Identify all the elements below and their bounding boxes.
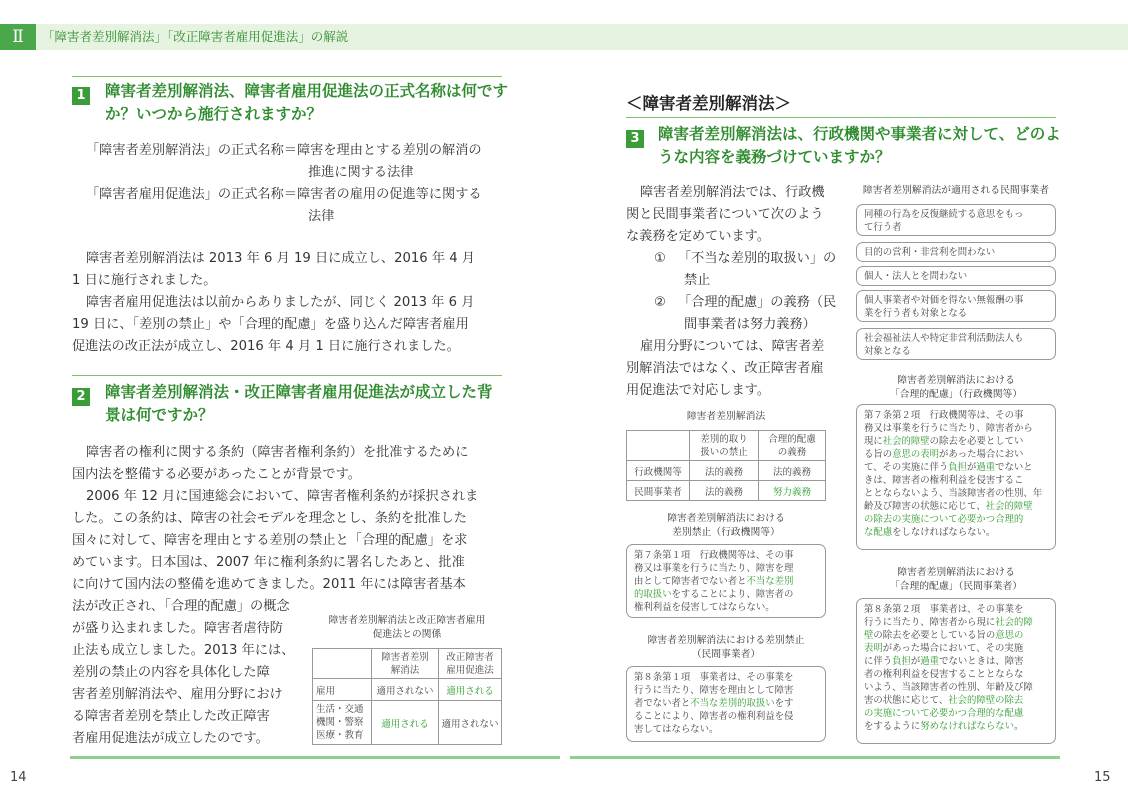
entities-title: 障害者差別解消法が適用される民間事業者 bbox=[862, 185, 1050, 196]
q1-rule bbox=[72, 76, 502, 77]
left-footer-rule bbox=[70, 756, 560, 759]
q2-table-caption: 障害者差別解消法と改正障害者雇用 促進法との関係 bbox=[328, 615, 486, 640]
q1-title-line2: か？いつから施行されますか？ bbox=[105, 105, 323, 123]
cap-a: 障害者差別解消法における 差別禁止（行政機関等） bbox=[667, 513, 785, 538]
q2-relation-table: 障害者差別 解消法 改正障害者 雇用促進法 雇用 適用されない 適用される 生活・交通 機関・警察 医療・教育 適用される 適用されない bbox=[312, 648, 502, 745]
entity-box-2: 目的の営利・非営利を問わない bbox=[856, 242, 1056, 262]
article-7-1-box: 第７条第１項 行政機関等は、その事 務又は事業を行うに当たり、障害を理 由として障害者でない者と不当な差別 的取扱いをすることにより、障害者の 権利利益を侵害してはならない。 bbox=[626, 544, 826, 618]
cap-b: 障害者差別解消法における差別禁止 （民間事業者） bbox=[647, 635, 805, 660]
entity-box-5: 社会福祉法人や特定非営利活動法人も 対象となる bbox=[856, 328, 1056, 360]
article-8-1-box: 第８条第１項 事業者は、その事業を 行うに当たり、障害を理由として障害 者でない者と不当な差別的取扱いをす ることにより、障害者の権利利益を侵 害してはならない。 bbox=[626, 666, 826, 742]
q1-paragraph: 障害者差別解消法は 2013 年 6 月 19 日に成立し、2016 年 4 月 1 日に施行されました。 障害者雇用促進法は以前からありましたが、同じく 2013 年 6 月 19 日に、「差別の禁止」や「合理的配慮」を盛り込んだ障害者雇用 促進法の改正法が成立し、2016 年 4 月 1 日に施行されました。 bbox=[72, 251, 475, 354]
t2-caption: 障害者差別解消法 bbox=[686, 411, 766, 422]
q1-number: 1 bbox=[72, 87, 90, 105]
entity-box-1: 同種の行為を反復継続する意思をもっ て行う者 bbox=[856, 204, 1056, 236]
q2-number: 2 bbox=[72, 388, 90, 406]
right-footer-rule bbox=[570, 756, 1060, 759]
q2-rule bbox=[72, 375, 502, 376]
q3-paragraph: 障害者差別解消法では、行政機 関と民間事業者について次のよう な義務を定めています。 ① 「不当な差別的取扱い」の 禁止 ② 「合理的配慮」の義務（民 間事業者は努力義務） 雇用分野については、障害者差 別解消法ではなく、改正障害者雇 用促進法で対応します。 bbox=[626, 185, 837, 398]
q2-paragraph: 障害者の権利に関する条約（障害者権利条約）を批准するために 国内法を整備する必要があったことが背景です。 2006 年 12 月に国連総会において、障害者権利条約が採択されま した。この条約は、障害の社会モデルを理念とし、条約を批准した 国々に対して、障害を理由とする差別の禁止と「合理的配慮」を求 めています。日本国は、2007 年に権利条約に署名したあと、批准 に向けて国内法の整備を進めてきました。2011 年には障害者基本 法が改正され､「合理的配慮」の概念 が盛り込まれました。障害者虐待防 止法も成立しました。2013 年には、 差別の禁止の内容を具体化した障 害者差別解消法や、雇用分野におけ る障害者差別を禁止した改正障害 者雇用促進法が成立したのです。 bbox=[72, 445, 479, 746]
page-number-right: 15 bbox=[1094, 770, 1111, 785]
q3-title-line1: 障害者差別解消法は、行政機関や事業者に対して、どのよ bbox=[658, 125, 1061, 143]
page-number-left: 14 bbox=[10, 770, 27, 785]
entity-box-4: 個人事業者や対価を得ない無報酬の事 業を行う者も対象となる bbox=[856, 290, 1056, 322]
q1-names: 「障害者差別解消法」の正式名称＝障害を理由とする差別の解消の 推進に関する法律 「障害者雇用促進法」の正式名称＝障害者の雇用の促進等に関する 法律 bbox=[86, 143, 482, 224]
article-8-2-box: 第８条第２項 事業者は、その事業を 行うに当たり、障害者から現に社会的障 壁の除去を必要としている旨の意思の 表明があった場合において、その実施 に伴う負担が過重でないときは、障害 者の権利利益を侵害することとならな いよう、当該障害者の性別、年齢及び障 害の状態に応じて、社会的障壁の除去 の実施について必要かつ合理的な配慮 をするように努めなければならない。 bbox=[856, 598, 1056, 744]
cap-d: 障害者差別解消法における 「合理的配慮」（民間事業者） bbox=[889, 567, 1023, 592]
section-heading: ＜障害者差別解消法＞ bbox=[626, 94, 791, 113]
q2-title-line1: 障害者差別解消法・改正障害者雇用促進法が成立した背 bbox=[105, 383, 493, 401]
chapter-badge: Ⅱ bbox=[0, 24, 36, 50]
q2-title-line2: 景は何ですか？ bbox=[105, 406, 214, 424]
cap-c: 障害者差別解消法における 「合理的配慮」（行政機関等） bbox=[889, 375, 1023, 400]
q1-title-line1: 障害者差別解消法、障害者雇用促進法の正式名称は何です bbox=[105, 82, 509, 100]
entity-box-3: 個人・法人とを問わない bbox=[856, 266, 1056, 286]
q3-rule bbox=[626, 117, 1056, 118]
q3-title-line2: うな内容を義務づけていますか？ bbox=[658, 148, 891, 166]
chapter-title: 「障害者差別解消法」「改正障害者雇用促進法」の解説 bbox=[42, 29, 349, 44]
article-7-2-box: 第７条第２項 行政機関等は、その事 務又は事業を行うに当たり、障害者から 現に社会的障壁の除去を必要としてい る旨の意思の表明があった場合におい て、その実施に伴う負担が過重でないと きは、障害者の権利利益を侵害するこ ととならないよう、当該障害者の性別、年 齢及び障害の状態に応じて、社会的障壁 の除去の実施について必要かつ合理的 な配慮をしなければならない。 bbox=[856, 404, 1056, 550]
obligation-table: 差別的取り 扱いの禁止 合理的配慮 の義務 行政機関等 法的義務 法的義務 民間事業者 法的義務 努力義務 bbox=[626, 430, 826, 501]
q3-number: 3 bbox=[626, 130, 644, 148]
